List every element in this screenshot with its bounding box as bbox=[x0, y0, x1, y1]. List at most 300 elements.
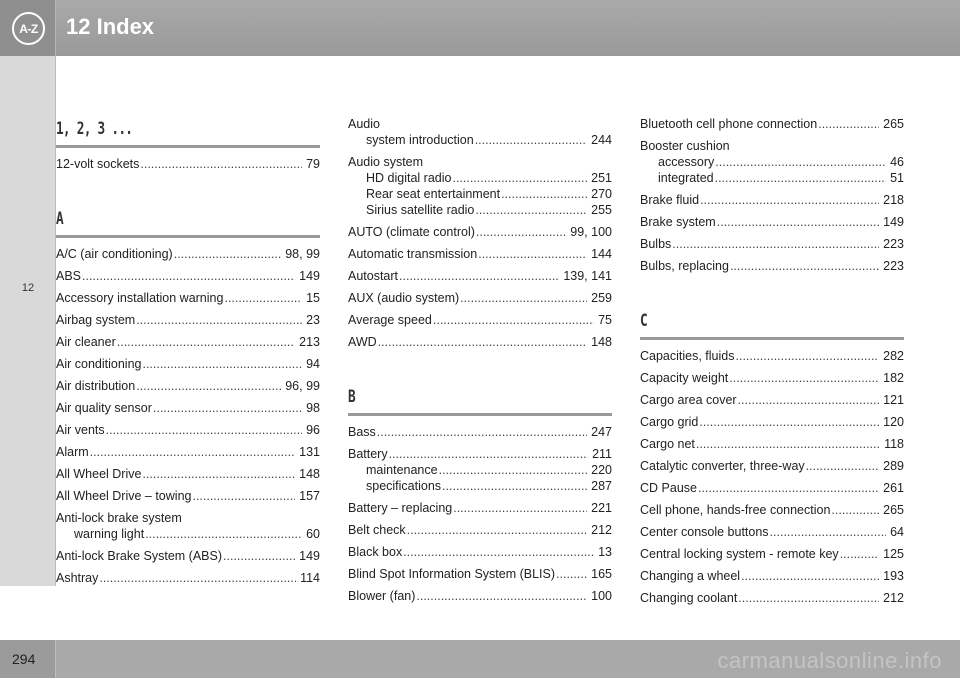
entry-page-ref: 51 bbox=[890, 171, 904, 185]
entry-page-ref: 211 bbox=[592, 447, 612, 461]
dot-leader bbox=[377, 424, 587, 440]
index-entry-line bbox=[640, 524, 904, 540]
index-entry bbox=[640, 414, 904, 430]
entry-term: Blower (fan) bbox=[348, 589, 416, 603]
entry-term: CD Pause bbox=[640, 481, 697, 495]
index-column-2 bbox=[348, 116, 612, 610]
index-subentry bbox=[640, 170, 904, 186]
section-divider bbox=[56, 145, 320, 148]
entry-page-ref: 79 bbox=[306, 157, 320, 171]
index-entry-line bbox=[56, 570, 320, 586]
index-entry bbox=[348, 566, 612, 582]
entry-page-ref: 149 bbox=[299, 549, 320, 563]
index-entry-line bbox=[56, 312, 320, 328]
index-entry-line bbox=[640, 192, 904, 208]
dot-leader bbox=[439, 462, 588, 478]
section-heading: 1, 2, 3 ... bbox=[56, 119, 133, 139]
index-section bbox=[56, 178, 320, 586]
index-entry-line bbox=[56, 334, 320, 350]
index-entry-line bbox=[56, 510, 320, 526]
dot-leader bbox=[717, 214, 879, 230]
index-subentry bbox=[348, 478, 612, 494]
index-entry bbox=[56, 422, 320, 438]
entry-term: Battery – replacing bbox=[348, 501, 453, 515]
index-entry-line bbox=[640, 348, 904, 364]
entry-term: Bulbs bbox=[640, 237, 672, 251]
entry-page-ref: 96, 99 bbox=[285, 379, 320, 393]
index-entry bbox=[56, 246, 320, 262]
index-entry bbox=[56, 510, 320, 542]
dot-leader bbox=[403, 544, 594, 560]
entry-term: Alarm bbox=[56, 445, 89, 459]
entry-page-ref: 212 bbox=[883, 591, 904, 605]
section-heading: C bbox=[640, 311, 647, 331]
index-entry-line bbox=[640, 480, 904, 496]
index-entry-line bbox=[56, 444, 320, 460]
entry-page-ref: 118 bbox=[884, 437, 904, 451]
dot-leader bbox=[106, 422, 302, 438]
index-entry-line bbox=[640, 258, 904, 274]
dot-leader bbox=[192, 488, 295, 504]
index-column-1 bbox=[56, 116, 320, 592]
index-entry bbox=[640, 370, 904, 386]
dot-leader bbox=[378, 334, 587, 350]
index-entry bbox=[56, 334, 320, 350]
index-entry bbox=[56, 290, 320, 306]
entry-term: system introduction bbox=[366, 133, 474, 147]
index-entry-line bbox=[640, 436, 904, 452]
entry-term: Central locking system - remote key bbox=[640, 547, 839, 561]
entry-term: Audio system bbox=[348, 155, 424, 169]
index-entry-line bbox=[56, 488, 320, 504]
index-entry bbox=[640, 590, 904, 606]
dot-leader bbox=[715, 170, 886, 186]
page-footer bbox=[0, 640, 960, 678]
entry-term: Air cleaner bbox=[56, 335, 116, 349]
index-entry-line bbox=[348, 544, 612, 560]
dot-leader bbox=[452, 170, 587, 186]
entry-term: Anti-lock brake system bbox=[56, 511, 182, 525]
entry-page-ref: 193 bbox=[883, 569, 904, 583]
entry-page-ref: 121 bbox=[883, 393, 904, 407]
entry-page-ref: 94 bbox=[306, 357, 320, 371]
dot-leader bbox=[136, 312, 302, 328]
index-entry bbox=[56, 548, 320, 564]
index-entry-line bbox=[348, 312, 612, 328]
entry-page-ref: 64 bbox=[890, 525, 904, 539]
index-entry-line bbox=[348, 588, 612, 604]
page-number: 294 bbox=[12, 651, 36, 667]
entry-term: Belt check bbox=[348, 523, 406, 537]
index-section bbox=[348, 116, 612, 350]
entry-page-ref: 60 bbox=[306, 527, 320, 541]
entry-page-ref: 98, 99 bbox=[285, 247, 320, 261]
index-entry bbox=[640, 116, 904, 132]
entry-page-ref: 125 bbox=[883, 547, 904, 561]
entry-term: Bulbs, replacing bbox=[640, 259, 729, 273]
entry-page-ref: 282 bbox=[883, 349, 904, 363]
index-entry bbox=[348, 334, 612, 350]
index-entry-line bbox=[640, 568, 904, 584]
index-entry bbox=[640, 192, 904, 208]
entry-page-ref: 114 bbox=[300, 571, 320, 585]
entry-page-ref: 15 bbox=[306, 291, 320, 305]
entry-page-ref: 220 bbox=[591, 463, 612, 477]
entry-term: integrated bbox=[658, 171, 714, 185]
footer-page-box bbox=[0, 640, 56, 678]
entry-term: Brake fluid bbox=[640, 193, 700, 207]
index-entry bbox=[348, 522, 612, 538]
index-column-3 bbox=[640, 116, 904, 612]
index-entry-line bbox=[56, 466, 320, 482]
dot-leader bbox=[672, 236, 879, 252]
entry-term: A/C (air conditioning) bbox=[56, 247, 173, 261]
entry-page-ref: 139, 141 bbox=[563, 269, 612, 283]
index-entry bbox=[56, 312, 320, 328]
index-entry bbox=[56, 488, 320, 504]
entry-term: Cargo net bbox=[640, 437, 695, 451]
entry-page-ref: 157 bbox=[299, 489, 320, 503]
entry-page-ref: 148 bbox=[591, 335, 612, 349]
index-entry-line bbox=[640, 546, 904, 562]
index-entry bbox=[56, 378, 320, 394]
index-entry-line bbox=[56, 156, 320, 172]
entry-term: All Wheel Drive – towing bbox=[56, 489, 192, 503]
entry-page-ref: 265 bbox=[883, 117, 904, 131]
dot-leader bbox=[433, 312, 594, 328]
page-header bbox=[0, 0, 960, 56]
entry-page-ref: 221 bbox=[591, 501, 612, 515]
index-entry bbox=[348, 544, 612, 560]
dot-leader bbox=[117, 334, 295, 350]
dot-leader bbox=[806, 458, 879, 474]
entry-page-ref: 265 bbox=[883, 503, 904, 517]
entry-page-ref: 120 bbox=[883, 415, 904, 429]
entry-term: Capacity weight bbox=[640, 371, 729, 385]
entry-term: Cell phone, hands-free connection bbox=[640, 503, 831, 517]
index-entry-line bbox=[348, 334, 612, 350]
index-subentry bbox=[348, 132, 612, 148]
dot-leader bbox=[770, 524, 887, 540]
entry-term: Changing coolant bbox=[640, 591, 738, 605]
index-entry bbox=[348, 268, 612, 284]
entry-page-ref: 149 bbox=[299, 269, 320, 283]
entry-term: accessory bbox=[658, 155, 715, 169]
entry-term: 12-volt sockets bbox=[56, 157, 140, 171]
index-entry bbox=[348, 588, 612, 604]
index-entry-line bbox=[640, 458, 904, 474]
entry-page-ref: 223 bbox=[883, 237, 904, 251]
entry-page-ref: 223 bbox=[883, 259, 904, 273]
index-entry-line bbox=[348, 154, 612, 170]
dot-leader bbox=[90, 444, 295, 460]
section-heading: A bbox=[56, 209, 63, 229]
entry-term: Catalytic converter, three-way bbox=[640, 459, 805, 473]
dot-leader bbox=[741, 568, 879, 584]
dot-leader bbox=[736, 348, 880, 364]
entry-page-ref: 144 bbox=[591, 247, 612, 261]
dot-leader bbox=[556, 566, 587, 582]
dot-leader bbox=[699, 414, 879, 430]
index-subentry bbox=[348, 170, 612, 186]
index-entry-line bbox=[640, 236, 904, 252]
dot-leader bbox=[453, 500, 587, 516]
entry-page-ref: 98 bbox=[306, 401, 320, 415]
index-entry-line bbox=[348, 116, 612, 132]
entry-term: Air vents bbox=[56, 423, 105, 437]
index-entry bbox=[348, 312, 612, 328]
dot-leader bbox=[136, 378, 281, 394]
dot-leader bbox=[840, 546, 879, 562]
index-entry bbox=[348, 246, 612, 262]
entry-term: Cargo area cover bbox=[640, 393, 737, 407]
index-entry-line bbox=[348, 224, 612, 240]
dot-leader bbox=[145, 526, 302, 542]
index-entry bbox=[56, 466, 320, 482]
entry-page-ref: 259 bbox=[591, 291, 612, 305]
chapter-side-tab bbox=[0, 56, 56, 586]
entry-page-ref: 23 bbox=[306, 313, 320, 327]
index-entry-line bbox=[348, 268, 612, 284]
index-entry-line bbox=[56, 246, 320, 262]
section-spacer bbox=[640, 280, 904, 308]
entry-page-ref: 255 bbox=[591, 203, 612, 217]
entry-page-ref: 182 bbox=[883, 371, 904, 385]
entry-term: Brake system bbox=[640, 215, 716, 229]
dot-leader bbox=[140, 156, 302, 172]
entry-term: Automatic transmission bbox=[348, 247, 478, 261]
dot-leader bbox=[475, 132, 587, 148]
entry-term: Air conditioning bbox=[56, 357, 142, 371]
index-entry bbox=[348, 116, 612, 148]
index-entry bbox=[640, 480, 904, 496]
a-z-index-icon: A-Z bbox=[12, 12, 45, 45]
index-entry bbox=[56, 570, 320, 586]
dot-leader bbox=[142, 356, 302, 372]
entry-page-ref: 289 bbox=[883, 459, 904, 473]
index-entry bbox=[640, 502, 904, 518]
dot-leader bbox=[174, 246, 282, 262]
entry-page-ref: 13 bbox=[598, 545, 612, 559]
dot-leader bbox=[700, 192, 879, 208]
index-entry bbox=[640, 236, 904, 252]
index-entry-line bbox=[56, 356, 320, 372]
dot-leader bbox=[738, 590, 879, 606]
dot-leader bbox=[407, 522, 587, 538]
entry-term: Ashtray bbox=[56, 571, 99, 585]
index-entry-line bbox=[640, 138, 904, 154]
index-entry bbox=[348, 154, 612, 218]
section-heading: B bbox=[348, 387, 355, 407]
dot-leader bbox=[153, 400, 302, 416]
entry-term: Air distribution bbox=[56, 379, 136, 393]
index-entry bbox=[348, 446, 612, 494]
entry-term: All Wheel Drive bbox=[56, 467, 142, 481]
entry-page-ref: 244 bbox=[591, 133, 612, 147]
entry-page-ref: 213 bbox=[299, 335, 320, 349]
dot-leader bbox=[715, 154, 886, 170]
entry-term: Booster cushion bbox=[640, 139, 730, 153]
entry-term: Battery bbox=[348, 447, 388, 461]
index-entry-line bbox=[56, 548, 320, 564]
entry-term: Average speed bbox=[348, 313, 432, 327]
entry-term: specifications bbox=[366, 479, 442, 493]
index-entry-line bbox=[640, 370, 904, 386]
chapter-title: 12 Index bbox=[66, 14, 155, 39]
index-entry bbox=[640, 524, 904, 540]
entry-term: Black box bbox=[348, 545, 403, 559]
index-section bbox=[640, 116, 904, 274]
index-entry-line bbox=[56, 378, 320, 394]
chapter-tab-label: 12 bbox=[21, 282, 35, 294]
index-entry bbox=[640, 568, 904, 584]
entry-page-ref: 212 bbox=[591, 523, 612, 537]
index-entry-line bbox=[640, 392, 904, 408]
index-entry bbox=[640, 546, 904, 562]
index-entry-line bbox=[640, 590, 904, 606]
dot-leader bbox=[460, 290, 587, 306]
entry-page-ref: 148 bbox=[299, 467, 320, 481]
index-entry-line bbox=[56, 290, 320, 306]
entry-term: HD digital radio bbox=[366, 171, 452, 185]
index-subentry bbox=[56, 526, 320, 542]
dot-leader bbox=[818, 116, 879, 132]
index-entry bbox=[640, 138, 904, 186]
entry-term: warning light bbox=[74, 527, 145, 541]
dot-leader bbox=[696, 436, 880, 452]
entry-term: AWD bbox=[348, 335, 377, 349]
dot-leader bbox=[82, 268, 295, 284]
dot-leader bbox=[142, 466, 295, 482]
index-entry-line bbox=[348, 290, 612, 306]
dot-leader bbox=[478, 246, 587, 262]
entry-term: Blind Spot Information System (BLIS) bbox=[348, 567, 556, 581]
index-section bbox=[348, 356, 612, 604]
dot-leader bbox=[389, 446, 588, 462]
entry-page-ref: 270 bbox=[591, 187, 612, 201]
index-entry-line bbox=[56, 400, 320, 416]
dot-leader bbox=[831, 502, 879, 518]
index-entry bbox=[640, 392, 904, 408]
index-entry-line bbox=[640, 214, 904, 230]
header-icon-box bbox=[0, 0, 56, 56]
entry-term: Autostart bbox=[348, 269, 399, 283]
index-subentry bbox=[348, 202, 612, 218]
dot-leader bbox=[99, 570, 296, 586]
entry-term: Center console buttons bbox=[640, 525, 769, 539]
entry-term: Air quality sensor bbox=[56, 401, 152, 415]
section-divider bbox=[56, 235, 320, 238]
index-subentry bbox=[640, 154, 904, 170]
index-entry bbox=[56, 400, 320, 416]
entry-page-ref: 46 bbox=[890, 155, 904, 169]
entry-term: Rear seat entertainment bbox=[366, 187, 501, 201]
index-entry bbox=[348, 424, 612, 440]
index-subentry bbox=[348, 186, 612, 202]
index-entry bbox=[56, 156, 320, 172]
index-entry bbox=[56, 444, 320, 460]
index-entry-line bbox=[348, 446, 612, 462]
index-entry-line bbox=[640, 502, 904, 518]
entry-term: Airbag system bbox=[56, 313, 136, 327]
dot-leader bbox=[729, 370, 879, 386]
dot-leader bbox=[399, 268, 559, 284]
entry-page-ref: 96 bbox=[306, 423, 320, 437]
index-entry-line bbox=[348, 424, 612, 440]
dot-leader bbox=[501, 186, 587, 202]
index-entry-line bbox=[640, 116, 904, 132]
index-entry bbox=[348, 500, 612, 516]
entry-page-ref: 100 bbox=[591, 589, 612, 603]
dot-leader bbox=[416, 588, 587, 604]
dot-leader bbox=[223, 548, 295, 564]
entry-term: AUTO (climate control) bbox=[348, 225, 475, 239]
index-entry bbox=[640, 436, 904, 452]
entry-term: Bluetooth cell phone connection bbox=[640, 117, 818, 131]
index-entry-line bbox=[348, 246, 612, 262]
index-entry-line bbox=[348, 500, 612, 516]
index-entry bbox=[640, 258, 904, 274]
section-spacer bbox=[348, 356, 612, 384]
entry-page-ref: 247 bbox=[591, 425, 612, 439]
dot-leader bbox=[730, 258, 879, 274]
index-entry-line bbox=[56, 268, 320, 284]
entry-term: maintenance bbox=[366, 463, 438, 477]
entry-page-ref: 251 bbox=[591, 171, 612, 185]
dot-leader bbox=[224, 290, 302, 306]
index-section bbox=[56, 116, 320, 172]
entry-term: Cargo grid bbox=[640, 415, 699, 429]
entry-page-ref: 218 bbox=[883, 193, 904, 207]
dot-leader bbox=[475, 202, 587, 218]
index-entry-line bbox=[348, 522, 612, 538]
entry-term: Sirius satellite radio bbox=[366, 203, 475, 217]
index-subentry bbox=[348, 462, 612, 478]
index-entry bbox=[348, 290, 612, 306]
index-entry bbox=[348, 224, 612, 240]
index-entry-line bbox=[348, 566, 612, 582]
section-divider bbox=[348, 413, 612, 416]
entry-term: Changing a wheel bbox=[640, 569, 741, 583]
section-spacer bbox=[56, 178, 320, 206]
entry-page-ref: 75 bbox=[598, 313, 612, 327]
entry-page-ref: 261 bbox=[883, 481, 904, 495]
entry-term: Accessory installation warning bbox=[56, 291, 224, 305]
entry-page-ref: 149 bbox=[883, 215, 904, 229]
watermark: carmanualsonline.info bbox=[717, 648, 942, 673]
entry-term: Anti-lock Brake System (ABS) bbox=[56, 549, 223, 563]
dot-leader bbox=[738, 392, 880, 408]
entry-page-ref: 287 bbox=[591, 479, 612, 493]
dot-leader bbox=[442, 478, 587, 494]
index-entry bbox=[640, 214, 904, 230]
section-divider bbox=[640, 337, 904, 340]
index-entry bbox=[640, 458, 904, 474]
entry-term: Audio bbox=[348, 117, 380, 131]
entry-page-ref: 165 bbox=[591, 567, 612, 581]
entry-term: AUX (audio system) bbox=[348, 291, 460, 305]
dot-leader bbox=[698, 480, 879, 496]
entry-term: Bass bbox=[348, 425, 376, 439]
index-section bbox=[640, 280, 904, 606]
entry-term: Capacities, fluids bbox=[640, 349, 735, 363]
dot-leader bbox=[476, 224, 566, 240]
index-entry bbox=[56, 356, 320, 372]
index-entry bbox=[56, 268, 320, 284]
entry-page-ref: 131 bbox=[299, 445, 320, 459]
entry-page-ref: 99, 100 bbox=[570, 225, 612, 239]
index-entry-line bbox=[56, 422, 320, 438]
